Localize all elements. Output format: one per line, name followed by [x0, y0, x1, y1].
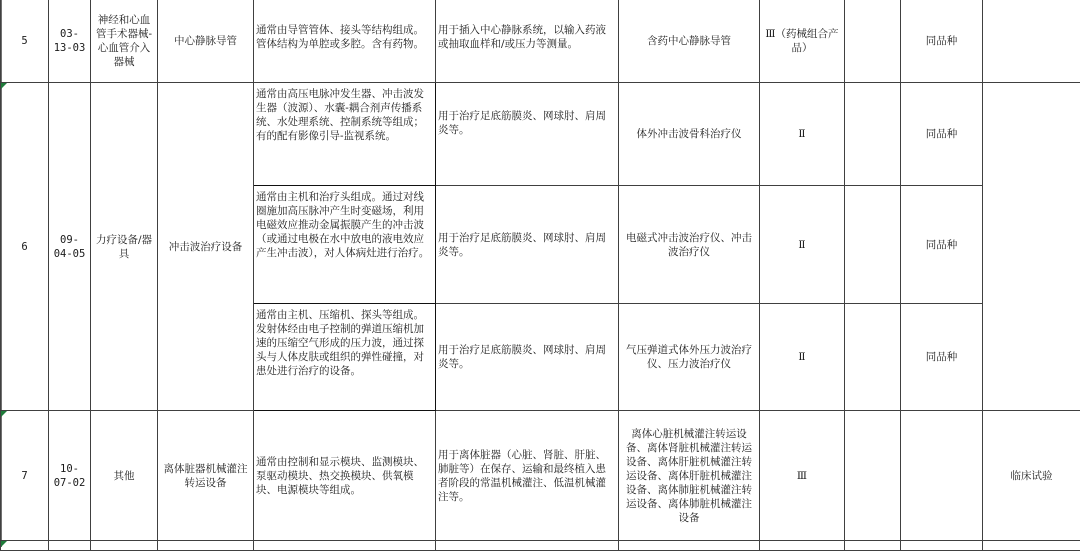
cell-no[interactable] [1, 411, 49, 541]
cell-clinical[interactable] [983, 541, 1080, 551]
cell-description[interactable]: 通常由主机、压缩机、探头等组成。发射体经由电子控制的弹道压缩机加速的压缩空气形成的压力波，通过探头与人体皮肤或组织的弹性碰撞，对患处进行治疗的设备。 [254, 304, 436, 411]
cell-no-text: 7 [21, 470, 27, 482]
cell-intended-use[interactable] [436, 541, 619, 551]
cell-description[interactable]: 通常由导管管体、接头等结构组成。管体结构为单腔或多腔。含有药物。 [254, 0, 436, 83]
cell-compare[interactable]: 同品种 [901, 83, 983, 186]
cell-description[interactable]: 通常由主机和治疗头组成。通过对线圈施加高压脉冲产生时变磁场，利用电磁效应推动金属振膜产生的冲击波（或通过电极在水中放电的液电效应产生冲击波），对人体病灶进行治疗。 [254, 186, 436, 304]
cell-product-name[interactable] [619, 541, 760, 551]
cell-class[interactable]: Ⅱ [760, 83, 845, 186]
cell-name[interactable]: 中心静脉导管 [158, 0, 254, 83]
cell-class[interactable]: Ⅱ [760, 304, 845, 411]
cell-class[interactable]: Ⅱ [760, 186, 845, 304]
cell-code[interactable]: 10- 07-02 [49, 411, 91, 541]
cell-compare[interactable]: 同品种 [901, 0, 983, 83]
cell-name[interactable] [158, 541, 254, 551]
cell-intended-use[interactable]: 用于治疗足底筋膜炎、网球肘、肩周炎等。 [436, 304, 619, 411]
cell-blank[interactable] [845, 541, 901, 551]
cell-class[interactable]: Ⅲ [760, 411, 845, 541]
cell-no[interactable]: 5 [1, 0, 49, 83]
cell-no[interactable] [1, 83, 49, 411]
cell-name[interactable]: 离体脏器机械灌注转运设备 [158, 411, 254, 541]
cell-name[interactable]: 冲击波治疗设备 [158, 83, 254, 411]
cell-class[interactable]: Ⅲ（药械组合产品） [760, 0, 845, 83]
comment-marker-icon [1, 411, 7, 417]
cell-description[interactable] [254, 541, 436, 551]
cell-blank[interactable] [845, 83, 901, 186]
cell-category[interactable]: 神经和心血管手术器械-心血管介入器械 [91, 0, 158, 83]
table-row [1, 411, 1080, 541]
cell-no[interactable] [1, 541, 49, 551]
table-row [1, 541, 1080, 551]
cell-blank[interactable] [845, 304, 901, 411]
cell-product-name[interactable]: 含药中心静脉导管 [619, 0, 760, 83]
cell-compare[interactable]: 同品种 [901, 304, 983, 411]
cell-no-text: 6 [21, 241, 27, 253]
cell-product-name[interactable]: 离体心脏机械灌注转运设备、离体肾脏机械灌注转运设备、离体肝脏机械灌注转运设备、离体肝脏机械灌注设备、离体肺脏机械灌注转运设备、离体肺脏机械灌注设备 [619, 411, 760, 541]
comment-marker-icon [1, 83, 7, 89]
cell-compare[interactable] [901, 541, 983, 551]
cell-category[interactable] [91, 541, 158, 551]
cell-category[interactable]: 其他 [91, 411, 158, 541]
cell-product-name[interactable]: 气压弹道式体外压力波治疗仪、压力波治疗仪 [619, 304, 760, 411]
cell-intended-use[interactable]: 用于离体脏器（心脏、肾脏、肝脏、肺脏等）在保存、运输和最终植入患者阶段的常温机械灌注、低温机械灌注等。 [436, 411, 619, 541]
cell-clinical[interactable] [983, 0, 1080, 83]
cell-intended-use[interactable]: 用于治疗足底筋膜炎、网球肘、肩周炎等。 [436, 83, 619, 186]
cell-product-name[interactable]: 体外冲击波骨科治疗仪 [619, 83, 760, 186]
cell-blank[interactable] [845, 186, 901, 304]
cell-intended-use[interactable]: 用于治疗足底筋膜炎、网球肘、肩周炎等。 [436, 186, 619, 304]
cell-code[interactable] [49, 541, 91, 551]
cell-code[interactable]: 03- 13-03 [49, 0, 91, 83]
cell-blank[interactable] [845, 0, 901, 83]
cell-clinical[interactable] [983, 83, 1080, 411]
cell-description[interactable]: 通常由控制和显示模块、监测模块、泵驱动模块、热交换模块、供氧模块、电源模块等组成。 [254, 411, 436, 541]
cell-blank[interactable] [845, 411, 901, 541]
cell-intended-use[interactable]: 用于插入中心静脉系统，以输入药液或抽取血样和/或压力等测量。 [436, 0, 619, 83]
cell-class[interactable] [760, 541, 845, 551]
cell-product-name[interactable]: 电磁式冲击波治疗仪、冲击波治疗仪 [619, 186, 760, 304]
comment-marker-icon [1, 541, 7, 547]
cell-category[interactable]: 力疗设备/器具 [91, 83, 158, 411]
table-row [1, 0, 1080, 83]
cell-description[interactable]: 通常由高压电脉冲发生器、冲击波发生器（波源）、水囊-耦合剂声传播系统、水处理系统、控制系统等组成；有的配有影像引导-监视系统。 [254, 83, 436, 186]
cell-compare[interactable] [901, 411, 983, 541]
table-row [1, 83, 1080, 186]
cell-code[interactable]: 09- 04-05 [49, 83, 91, 411]
cell-clinical[interactable]: 临床试验 [983, 411, 1080, 541]
cell-compare[interactable]: 同品种 [901, 186, 983, 304]
